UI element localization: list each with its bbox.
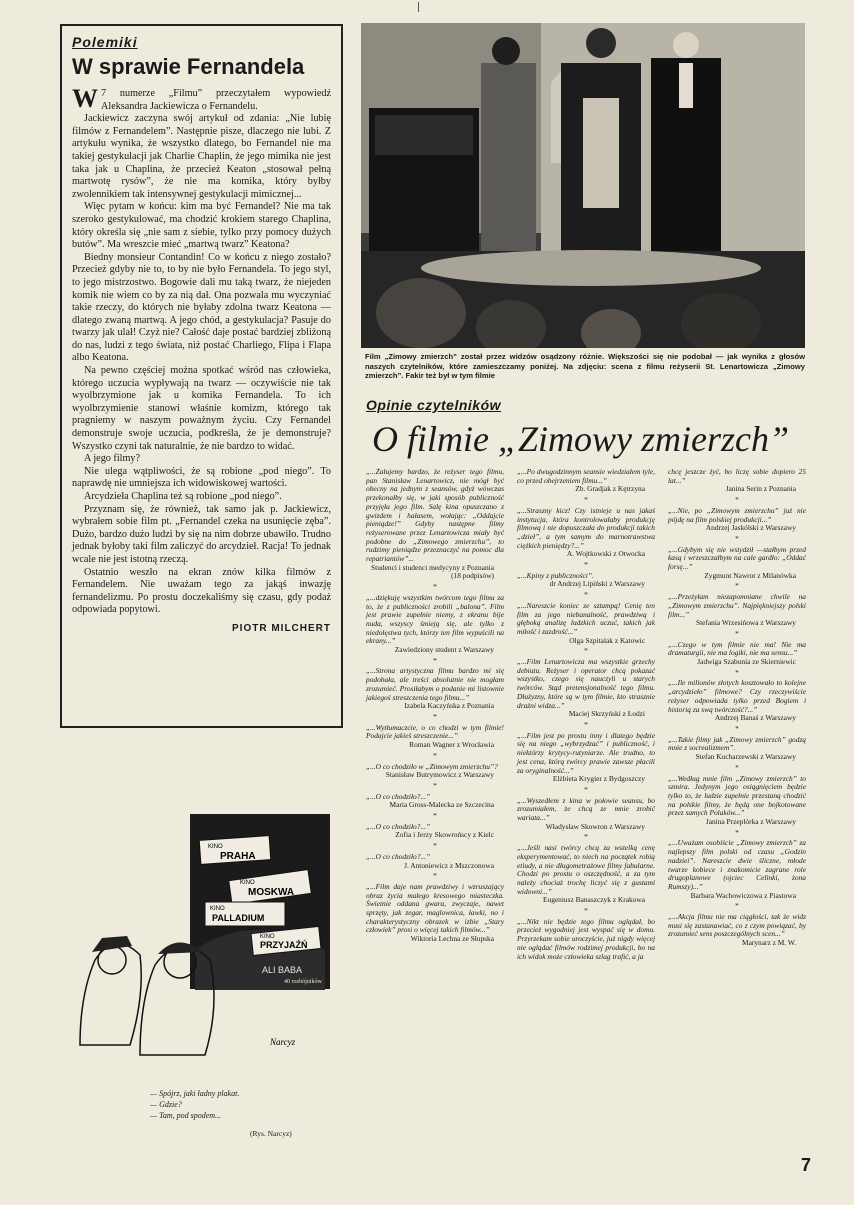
cartoon-credit: (Rys. Narcyz) bbox=[250, 1129, 292, 1138]
reader-opinion: „...Według mnie film „Zimowy zmierzch” to szmira. Jedynym jego osiągnięciem będzie tylko to, że ludzie zupełnie przestaną chodzić na polskie filmy, że będą one bojkotowane przez samych Polaków...” bbox=[668, 773, 806, 818]
svg-text:KINO: KINO bbox=[260, 934, 275, 940]
opinions-column-3 bbox=[668, 468, 806, 948]
separator-star: * bbox=[735, 495, 739, 505]
reader-opinion: chcę jeszcze żyć, bo liczę sobie dopiero 25 lat...” bbox=[668, 467, 806, 485]
article-paragraph: Jackiewicz zaczyna swój artykuł od zdania: „Nie lubię filmów z Fernandelem”. Następnie pisze, dlaczego nie lubi. Z artykułu wynika, że wszystko dlatego, bo Fernandel nie ma takiej gestykulacji jak Charlie Chaplin, że jego mimika nie jest taka jak u Chaplina, że przecież Keaton „stosował pełną martwotę rysów”, że nie ma komika, który byłby zwolennikiem tak intensywnej gestykulacji mimicznej... bbox=[72, 113, 331, 200]
reader-signature: Andrzej Banaś z Warszawy bbox=[714, 713, 796, 723]
reader-signature: Zygmunt Nawrot z Milanówka bbox=[704, 570, 796, 580]
reader-signature: Janina Serin z Poznania bbox=[725, 484, 796, 494]
article-paragraph: Przyznam się, że również, tak samo jak p. Jackiewicz, wybrałem sobie film pt. „Fernandel czeka na usunięcie zęba”. Dużo, bardzo dużo ludzi by się na nim dobrze ubawiło. Trudno jednak byłoby taki film zaliczyć do arcydzieł. Racja! To jednak wcale nie jest istotną rzeczą. bbox=[72, 503, 331, 565]
svg-text:40 rozbójników: 40 rozbójników bbox=[284, 979, 322, 985]
page-number: 7 bbox=[801, 1155, 812, 1175]
reader-opinion: „...Nie, po „Zimowym zmierzchu” już nie pójdę na film polskiej produkcji...” bbox=[668, 505, 806, 524]
reader-signature: Janina Przeplórka z Warszawy bbox=[705, 817, 796, 827]
cartoon-signature: Narcyz bbox=[270, 1037, 296, 1047]
article-paragraph: Arcydzieła Chaplina też są robione „pod niego”. bbox=[84, 491, 282, 502]
reader-signature: Zofia i Jerzy Skowrońscy z Kielc bbox=[395, 830, 494, 840]
separator-star: * bbox=[735, 628, 739, 638]
opinions-title: O filmie „Zimowy zmierzch” bbox=[372, 419, 790, 459]
svg-text:KINO: KINO bbox=[208, 844, 223, 850]
film-still-illustration bbox=[361, 23, 805, 348]
article-paragraph: Na pewno częściej można spotkać wśród nas człowieka, którego uczucia wypływają na twarz — oczywiście nie tak wyolbrzymione jak u komika Fernandela. To ich wyolbrzymienie stanowi właśnie komizm, którego tak pragniemy w naszym poważnym życiu. Czy Fernandel demonstruje swoje uczucia, podkreśla, że je demonstruje? Wszystko czyni tak naturalnie, że nie bardzo to widać. bbox=[72, 365, 331, 452]
reader-opinion: „...Wytłumaczcie, o co chodzi w tym filmie! Podajcie jakieś streszczenie...” bbox=[366, 722, 504, 741]
reader-signature: Stanisław Butrymowicz z Warszawy bbox=[385, 770, 494, 780]
reader-signature: Olga Szpitalak z Katowic bbox=[569, 635, 645, 645]
reader-signature: Zawiedziony student z Warszawy bbox=[394, 645, 494, 655]
reader-opinion: „...Czego w tym filmie nie ma! Nie ma dramaturgii, nie ma logiki, nie ma sensu...” bbox=[668, 639, 806, 658]
reader-signature: Marynarz z M. W. bbox=[742, 938, 796, 948]
separator-star: * bbox=[735, 901, 739, 911]
reader-opinion: „...O co chodziło?...” bbox=[366, 851, 431, 861]
reader-signature: Elżbieta Krygier z Bydgoszczy bbox=[552, 774, 645, 784]
separator-star: * bbox=[584, 906, 588, 916]
crop-mark bbox=[418, 2, 419, 12]
reader-opinion: „...Film jest po prostu inny i dlatego będzie się na niego „wybrzydzać” i publiczność, i niektórzy krytycy-rutyniarze. Ale trudno, to jest cena, którą twórcy prawie zawsze płacili za oryginalność...” bbox=[517, 730, 655, 775]
reader-signature: Izabela Kaczyńska z Poznania bbox=[404, 701, 494, 711]
separator-star: * bbox=[584, 590, 588, 600]
separator-star: * bbox=[433, 811, 437, 821]
polemic-article bbox=[60, 24, 343, 728]
cartoon-caption-line: — Tam, pod spodem... bbox=[150, 1111, 222, 1120]
separator-star: * bbox=[433, 582, 437, 592]
reader-opinion: „...Straszny kicz! Czy istnieje u nas jakaś instytucja, która kontrolowałaby produkcję filmową i nie dopuszczała do produkcji takich „dzieł”, a tym samym do marnotrawstwa ciężkich pieniędzy?...” bbox=[517, 505, 655, 550]
cinema-sign-palladium bbox=[205, 902, 285, 926]
separator-star: * bbox=[433, 711, 437, 721]
reader-signature: J. Antoniewicz z Mszczonowa bbox=[404, 860, 494, 870]
reader-opinion: „...Film Lenartowicza ma wszystkie grzechy debiutu. Reżyser i operator chcą pokazać wszystko, czego się nauczyli u starych twórców. Stąd pretensjonalność tego filmu. Dłużyzny, które są w tym filmie, kto strasznie drażni widza...” bbox=[517, 657, 655, 710]
reader-signature: Eugeniusz Banaszczyk z Krakowa bbox=[543, 895, 645, 905]
separator-star: * bbox=[433, 655, 437, 665]
separator-star: * bbox=[584, 719, 588, 729]
svg-text:PRAHA: PRAHA bbox=[220, 851, 256, 862]
cartoon-drawing bbox=[70, 790, 345, 1060]
article-paragraph: Ostatnio weszło na ekran znów kilka filmów z Fernandelem. Nie uważam tego za jakąś inwazję fernandelizmu. Po prostu doczekaliśmy się czasu, gdy podaż odpowiada popytowi. bbox=[72, 566, 331, 616]
reader-signature: Barbara Wachowiczowa z Piastowa bbox=[690, 890, 796, 900]
separator-star: * bbox=[584, 646, 588, 656]
reader-signature: Stefania Wrzesińowa z Warszawy bbox=[695, 618, 796, 628]
opinions-column-2 bbox=[517, 468, 655, 961]
separator-star: * bbox=[735, 827, 739, 837]
separator-star: * bbox=[735, 533, 739, 543]
reader-opinion: „...O co chodziło?...” bbox=[366, 821, 431, 831]
separator-star: * bbox=[735, 762, 739, 772]
reader-opinion: „...Kpiny z publiczności”. bbox=[517, 570, 594, 580]
separator-star: * bbox=[433, 750, 437, 760]
separator-star: * bbox=[735, 723, 739, 733]
section-kicker: Opinie czytelników bbox=[366, 397, 502, 413]
reader-signature: Władysław Skowron z Warszawy bbox=[545, 821, 645, 831]
reader-opinion: „...Takie filmy jak „Zimowy zmierzch” godzą mnie z socrealizmem”. bbox=[668, 734, 806, 753]
article-paragraph: Biedny monsieur Contandin! Co w końcu z niego zostało? Przecież gdyby nie to, to by nie było Fernandela. To jego styl, to jego mistrzostwo. Bogowie dali mu taką twarz, że niejeden komik nie wiem co by za nią dał. Ona pozwala mu wyczyniać takie rzeczy, do których nie byłaby zdolna twarz Keatona — dlatego zwaną martwą. A jego chód, a gestykulacja? Pasuje do twarzy jak ulał! Czyż nie? Całość daje postać bardziej zbliżoną do nas, ludzi z tego świata, niż postać Charliego, Flipa i Flapa albo Keatona. bbox=[72, 251, 331, 364]
reader-opinion: „...Po dwugodzinnym seansie wiedziałem tyle, co przed obejrzeniem filmu...” bbox=[517, 467, 655, 485]
reader-opinion: „...Ile milionów złotych kosztowało to kolejne „arcydzieło” filmowe? Czy rzeczywiście reżyser odpowiada tylko przed Bogiem i historią za swą twórczość?...” bbox=[668, 678, 806, 714]
article-title: W sprawie Fernandela bbox=[72, 54, 305, 79]
reader-signature: Wiktoria Lechna ze Słupska bbox=[410, 934, 494, 944]
reader-opinion: „...Akcja filmu nie ma ciągłości, tak że widz musi się zastanawiać, co z czym powiązać, by zrozumieć sens poszczególnych scen...” bbox=[668, 912, 806, 939]
cartoon-illustration bbox=[70, 790, 345, 1060]
reader-opinion: „...Film daje nam prawdziwy i wzruszający obraz życia małego kresowego miasteczka. Świetnie oddana gwara, zwyczaje, nawet sprzęty, jak zegar, maglownica, ławki, no i charakterystyczny obrazek w izbie „Stary człowiek” prosi o więcej takich filmów...” bbox=[366, 881, 504, 935]
film-still-photo bbox=[361, 23, 805, 348]
reader-signature: Maria Gross-Malecka ze Szczecina bbox=[389, 800, 494, 810]
reader-signature: Studenci i studenci medycyny z Poznania (18 podpisów) bbox=[371, 562, 494, 581]
separator-star: * bbox=[433, 780, 437, 790]
article-signature: PIOTR MILCHERT bbox=[232, 622, 331, 634]
reader-signature: Zb. Gradjak z Kętrzyna bbox=[575, 484, 645, 494]
reader-opinion: „...O co chodziło w „Zimowym zmierzchu”? bbox=[366, 761, 498, 771]
separator-star: * bbox=[735, 667, 739, 677]
separator-star: * bbox=[735, 581, 739, 591]
reader-opinion: „...Jeśli nasi twórcy chcą za wszelką cenę eksperymentować, to niech na początek robią etiudy, a nie długometrażowe filmy fabularne. Chodzi po prostu o oszczędność, a za tym należy chociaż trochę liczyć się z gustami widowni...” bbox=[517, 843, 655, 896]
svg-text:PRZYJAŹŃ: PRZYJAŹŃ bbox=[260, 940, 308, 950]
reader-signature: Andrzej Jaskólski z Warszawy bbox=[705, 523, 796, 533]
svg-text:KINO: KINO bbox=[240, 880, 255, 886]
article-body bbox=[72, 84, 331, 617]
svg-text:MOSKWA: MOSKWA bbox=[248, 887, 295, 898]
drop-cap: W bbox=[72, 84, 98, 113]
reader-signature: A. Wojtkowski z Otwocka bbox=[566, 549, 645, 559]
reader-opinion: „...O co chodziło?...” bbox=[366, 791, 431, 801]
photo-caption: Film „Zimowy zmierzch” został przez widzów osądzony różnie. Większości się nie podobał — jak wynika z głosów naszych czytelników, które zamieszczamy poniżej. Na zdjęciu: scena z filmu reżyserii St. Lenartowicza „Zimowy zmierzch”. Fakir też był w tym filmie bbox=[365, 352, 805, 380]
reader-opinion: „...dziękuję wszystkim twórcom tego filmu za to, że z publiczności zrobili „balona”. Film jest prawie zupełnie niemy, z ekranu bije nuda, wszyscy śmieją się, ale tylko z niedołęstwa tych, którzy ten film wypuścili na ekrany...” bbox=[366, 592, 504, 646]
separator-star: * bbox=[584, 560, 588, 570]
separator-star: * bbox=[433, 871, 437, 881]
cartoon-caption-line: — Gdzie? bbox=[150, 1100, 182, 1109]
svg-text:ALI BABA: ALI BABA bbox=[262, 965, 303, 975]
svg-text:PALLADIUM: PALLADIUM bbox=[212, 913, 265, 923]
cartoon-caption bbox=[150, 1088, 350, 1121]
svg-text:KINO: KINO bbox=[210, 906, 225, 912]
reader-opinion: „...Nikt nie będzie tego filmu oglądał, bo przecież wygodniej jest wyspać się w domu. Przyrzekam sobie uroczyście, już nigdy więcej nie oglądać filmów rodzimej produkcji, bo na ich widok może człowieka szlag trafić, a ja bbox=[517, 916, 655, 961]
reader-opinion: „...Przeżyłam niezapomniane chwile na „Zimowym zmierzchu”. Najpiękniejszy polski film...” bbox=[668, 592, 806, 619]
separator-star: * bbox=[584, 784, 588, 794]
section-kicker: Polemiki bbox=[72, 34, 138, 50]
article-paragraph: 7 numerze „Filmu” przeczytałem wypowiedź Aleksandra Jackiewicza o Fernandelu. bbox=[101, 88, 331, 112]
reader-signature: dr Andrzej Lipiński z Warszawy bbox=[549, 579, 645, 589]
reader-opinion: „...Wyszedłem z kina w połowie seansu, bo zrozumiałem, że chcą ze mnie zrobić wariata...” bbox=[517, 795, 655, 823]
reader-opinion: „...Uważam osobiście „Zimowy zmierzch” za najlepszy film polski od czasu „Godzin nadziei”. Nareszcie dwie śliczne, młode twarze kobiece i znakomicie zagrane role drugoplanowe (ojciec Celinki, żona Rumszy)...” bbox=[668, 838, 806, 891]
reader-opinion: „...Nareszcie koniec ze sztampą! Cenię ten film za jego niebanalność, prawdziwą i głęboką analizę ludzkich uczuć, takich jak miłość i zazdrość...” bbox=[517, 600, 655, 636]
reader-opinion: „...Żałujemy bardzo, że reżyser tego filmu, pan Stanisław Lenartowicz, nie mógł być obecny na jednym z seansów, gdyż wówczas przekonałby się, w jaki sposób publiczność przyjęła jego film. Salę kina opuszczano z gwizdem i hałasem, wołając: „Oddajcie pieniądze!” Gdyby następne filmy reżyserowane przez Lenartowicza miały być podobne do „Zimowego zmierzchu”, to rudzimy pieniądze przeznaczyć na pomoc dla repatriantów”... bbox=[366, 467, 504, 564]
reader-opinion: „...Gdybym się nie wstydził —stałbym przed kasą i wrzeszczałbym na całe gardło: „Oddać forsę...” bbox=[668, 544, 806, 572]
cinema-sign-praha bbox=[199, 836, 271, 865]
reader-signature: Roman Wagner z Wrocławia bbox=[409, 740, 494, 750]
reader-opinion: „...Strona artystyczna filmu bardzo mi się podobała, ale treści absolutnie nie mogłam zrozumieć. Prosiłabym o podanie mi listownie jakiegoś streszczenia tego filmu...” bbox=[366, 666, 504, 702]
reader-signature: Maciej Skrzyński z Łodzi bbox=[568, 709, 645, 719]
separator-star: * bbox=[433, 841, 437, 851]
cartoon-caption-line: — Spójrz, jaki ładny plakat. bbox=[150, 1089, 240, 1098]
separator-star: * bbox=[584, 495, 588, 505]
article-paragraph: Więc pytam w końcu: kim ma być Fernandel? Nie ma tak szeroko gestykulować, ma chodzić krokiem starego Chaplina, który określa się „nie sam z siebie, tylko przy pomocy dużych butów”. Ma wreszcie mieć „martwą twarz” Keatona? bbox=[72, 201, 331, 251]
opinions-column-1 bbox=[366, 468, 504, 944]
article-paragraph: A jego filmy? bbox=[84, 453, 141, 465]
article-paragraph: Nie ulega wątpliwości, że są robione „pod niego”. To naprawdę nie umniejsza ich widowiskowej wartości. bbox=[72, 465, 331, 490]
reader-signature: Stefan Kucharzewski z Warszawy bbox=[695, 752, 796, 762]
separator-star: * bbox=[584, 832, 588, 842]
reader-signature: Jadwiga Szabunia ze Skierniewic bbox=[697, 657, 796, 667]
